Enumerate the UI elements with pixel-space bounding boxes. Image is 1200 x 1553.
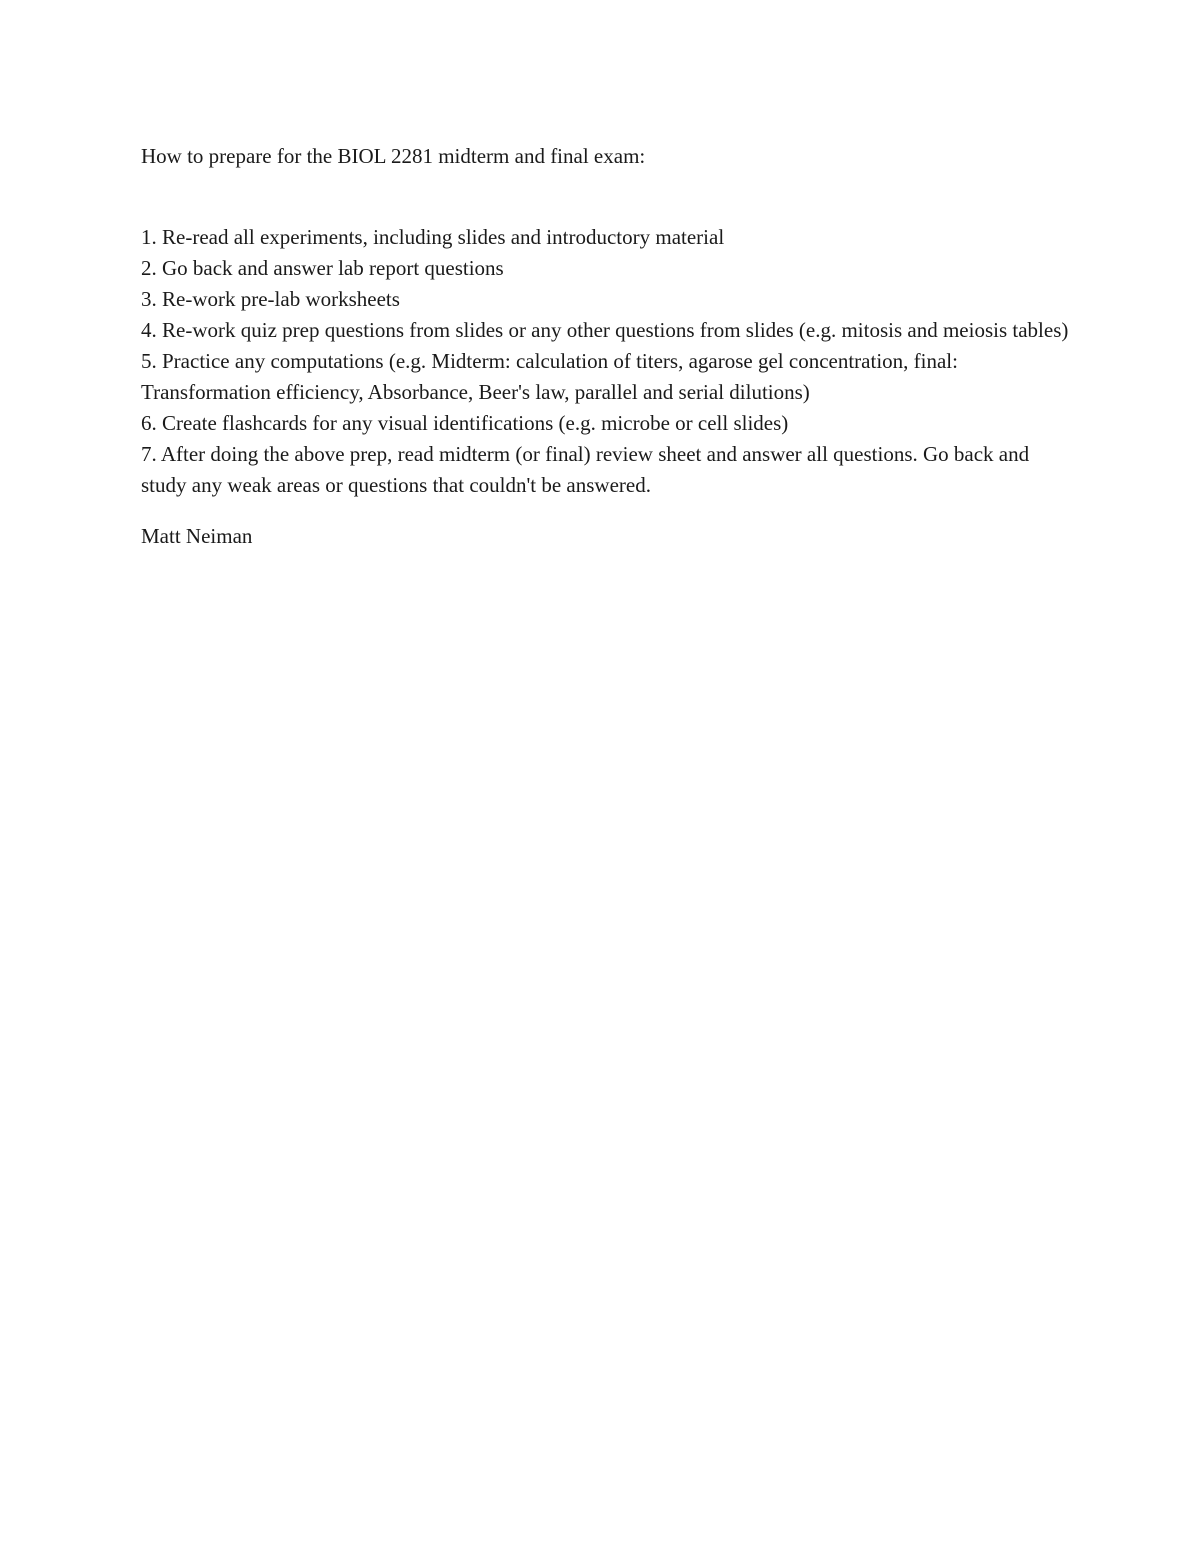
list-item: 7. After doing the above prep, read midterm (or final) review sheet and answer all questions. Go back and study any weak areas or questions that couldn't be answered. xyxy=(141,442,1030,497)
steps-list xyxy=(141,222,1071,501)
list-item: 6. Create flashcards for any visual identifications (e.g. microbe or cell slides) xyxy=(141,411,789,435)
list-item: 2. Go back and answer lab report questions xyxy=(141,256,504,280)
author-signature: Matt Neiman xyxy=(141,524,253,548)
document-heading: How to prepare for the BIOL 2281 midterm and final exam: xyxy=(141,144,646,168)
document-body xyxy=(141,141,1071,552)
list-item: 3. Re-work pre-lab worksheets xyxy=(141,287,400,311)
list-item: 5. Practice any computations (e.g. Midterm: calculation of titers, agarose gel concentration, final: Transformation efficiency, Absorbance, Beer's law, parallel and serial dilutions) xyxy=(141,349,958,404)
list-item: 4. Re-work quiz prep questions from slides or any other questions from slides (e.g. mitosis and meiosis tables) xyxy=(141,318,1069,342)
list-item: 1. Re-read all experiments, including slides and introductory material xyxy=(141,225,725,249)
